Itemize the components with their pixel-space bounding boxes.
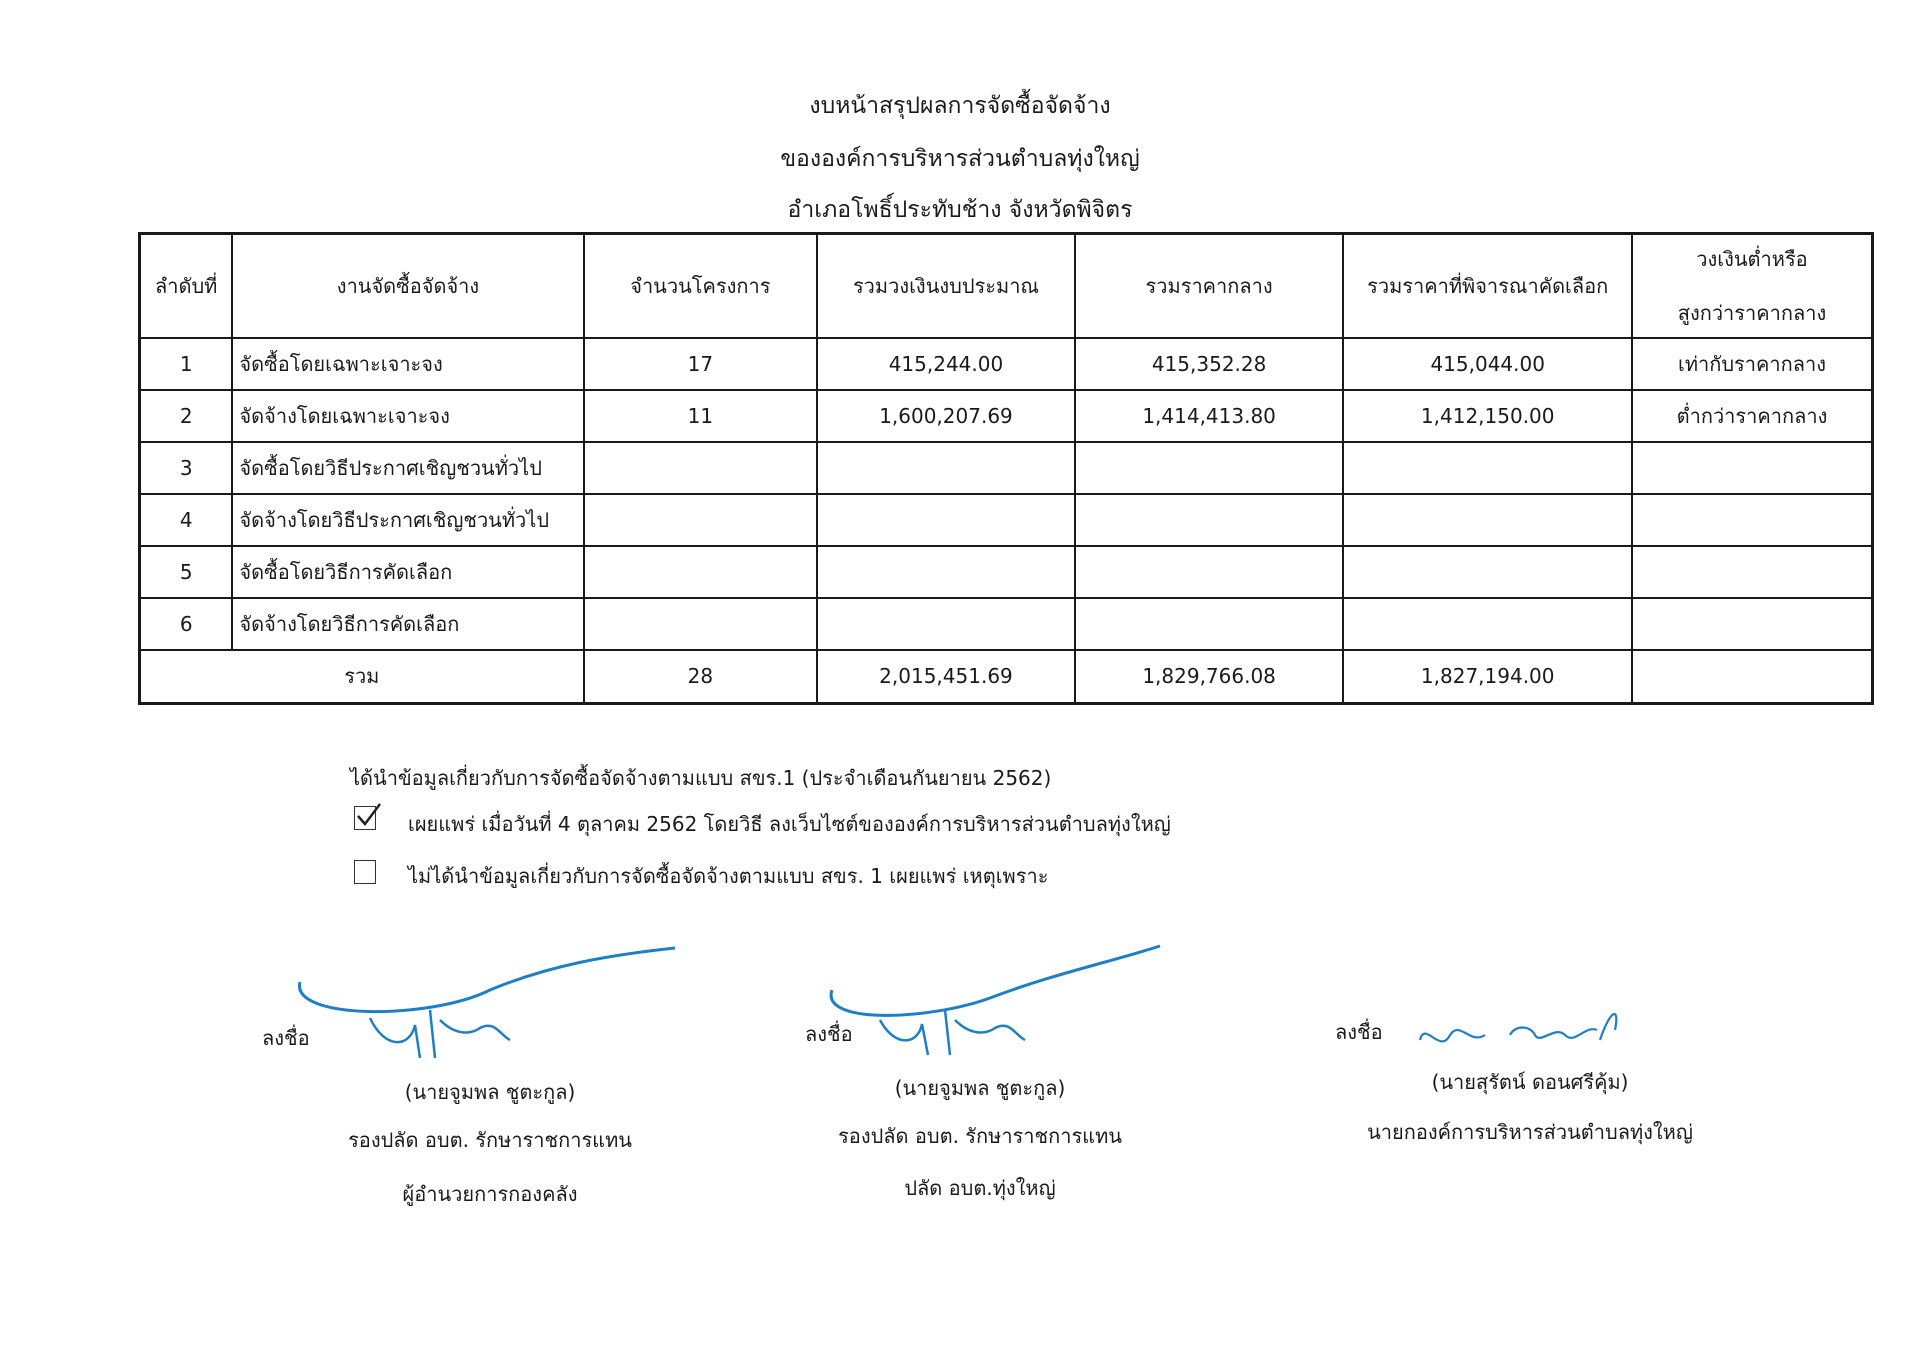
total-median: 1,829,766.08	[1075, 650, 1344, 704]
col-header-budget: รวมวงเงินงบประมาณ	[817, 234, 1075, 338]
cell-median: 415,352.28	[1075, 338, 1344, 390]
total-selected: 1,827,194.00	[1343, 650, 1632, 704]
cell-selected	[1343, 598, 1632, 650]
signature-1-position-2: ผู้อำนวยการกองคลัง	[402, 1182, 578, 1206]
signature-3-position: นายกองค์การบริหารส่วนตำบลทุ่งใหญ่	[1367, 1120, 1693, 1144]
cell-median	[1075, 442, 1344, 494]
col-header-compare	[1632, 234, 1873, 338]
signature-2-label: ลงชื่อ	[805, 1022, 853, 1046]
col-header-work: งานจัดซื้อจัดจ้าง	[232, 234, 583, 338]
not-published-checkbox[interactable]	[354, 860, 376, 884]
cell-median	[1075, 598, 1344, 650]
cell-compare	[1632, 598, 1873, 650]
signature-1-handwriting	[290, 940, 690, 1070]
col-header-compare-line1: วงเงินต่ำหรือ	[1696, 246, 1808, 271]
title-line-1: งบหน้าสรุปผลการจัดซื้อจัดจ้าง	[809, 93, 1111, 119]
col-header-median: รวมราคากลาง	[1075, 234, 1344, 338]
col-header-selected: รวมราคาที่พิจารณาคัดเลือก	[1343, 234, 1632, 338]
col-header-projects: จำนวนโครงการ	[584, 234, 818, 338]
cell-work: จัดซื้อโดยวิธีประกาศเชิญชวนทั่วไป	[232, 442, 583, 494]
signature-1-name: (นายจูมพล ชูตะกูล)	[404, 1080, 576, 1104]
table-row	[140, 390, 1873, 442]
cell-work: จัดซื้อโดยเฉพาะเจาะจง	[232, 338, 583, 390]
cell-selected	[1343, 442, 1632, 494]
cell-selected: 415,044.00	[1343, 338, 1632, 390]
table-row	[140, 598, 1873, 650]
cell-selected: 1,412,150.00	[1343, 390, 1632, 442]
cell-work: จัดจ้างโดยเฉพาะเจาะจง	[232, 390, 583, 442]
procurement-summary-table	[138, 232, 1874, 705]
signature-2-position: รองปลัด อบต. รักษาราชการแทน	[838, 1124, 1122, 1148]
signature-3-handwriting	[1415, 1000, 1635, 1070]
col-header-compare-line2: สูงกว่าราคากลาง	[1677, 300, 1827, 325]
signature-1-position: รองปลัด อบต. รักษาราชการแทน	[348, 1128, 632, 1152]
signature-2-name: (นายจูมพล ชูตะกูล)	[894, 1076, 1066, 1100]
cell-no: 1	[140, 338, 233, 390]
cell-work: จัดจ้างโดยวิธีการคัดเลือก	[232, 598, 583, 650]
total-projects: 28	[584, 650, 818, 704]
cell-budget	[817, 442, 1075, 494]
cell-work: จัดซื้อโดยวิธีการคัดเลือก	[232, 546, 583, 598]
col-header-no: ลำดับที่	[140, 234, 233, 338]
cell-compare: ต่ำกว่าราคากลาง	[1632, 390, 1873, 442]
signature-1-label: ลงชื่อ	[262, 1026, 310, 1050]
cell-no: 4	[140, 494, 233, 546]
cell-budget: 1,600,207.69	[817, 390, 1075, 442]
cell-no: 5	[140, 546, 233, 598]
signature-3-name: (นายสุรัตน์ ดอนศรีคุ้ม)	[1431, 1070, 1629, 1094]
cell-budget: 415,244.00	[817, 338, 1075, 390]
table-row	[140, 338, 1873, 390]
signature-2-handwriting	[820, 940, 1180, 1065]
total-compare	[1632, 650, 1873, 704]
cell-projects	[584, 598, 818, 650]
not-published-option-label: ไม่ได้นำข้อมูลเกี่ยวกับการจัดซื้อจัดจ้างตามแบบ สขร. 1 เผยแพร่ เหตุเพราะ	[408, 864, 1049, 888]
total-budget: 2,015,451.69	[817, 650, 1075, 704]
cell-no: 2	[140, 390, 233, 442]
cell-budget	[817, 494, 1075, 546]
cell-compare	[1632, 546, 1873, 598]
cell-no: 6	[140, 598, 233, 650]
cell-projects: 17	[584, 338, 818, 390]
table-total-row	[140, 650, 1873, 704]
table-header-row	[140, 234, 1873, 338]
cell-budget	[817, 598, 1075, 650]
cell-budget	[817, 546, 1075, 598]
cell-projects	[584, 546, 818, 598]
published-option-label: เผยแพร่ เมื่อวันที่ 4 ตุลาคม 2562 โดยวิธี ลงเว็บไซต์ขององค์การบริหารส่วนตำบลทุ่งใหญ่	[408, 812, 1171, 836]
cell-projects: 11	[584, 390, 818, 442]
table-row	[140, 494, 1873, 546]
table-row	[140, 442, 1873, 494]
cell-selected	[1343, 494, 1632, 546]
total-label: รวม	[140, 650, 584, 704]
cell-median: 1,414,413.80	[1075, 390, 1344, 442]
cell-compare: เท่ากับราคากลาง	[1632, 338, 1873, 390]
cell-selected	[1343, 546, 1632, 598]
title-line-3: อำเภอโพธิ์ประทับช้าง จังหวัดพิจิตร	[787, 197, 1133, 223]
cell-work: จัดจ้างโดยวิธีประกาศเชิญชวนทั่วไป	[232, 494, 583, 546]
cell-projects	[584, 442, 818, 494]
table-row	[140, 546, 1873, 598]
cell-median	[1075, 494, 1344, 546]
cell-compare	[1632, 494, 1873, 546]
cell-projects	[584, 494, 818, 546]
checkmark-icon	[353, 801, 383, 831]
published-checkbox[interactable]	[354, 806, 376, 830]
cell-compare	[1632, 442, 1873, 494]
title-line-2: ขององค์การบริหารส่วนตำบลทุ่งใหญ่	[780, 146, 1140, 172]
cell-no: 3	[140, 442, 233, 494]
cell-median	[1075, 546, 1344, 598]
signature-2-position-2: ปลัด อบต.ทุ่งใหญ่	[904, 1176, 1056, 1200]
publication-statement: ได้นำข้อมูลเกี่ยวกับการจัดซื้อจัดจ้างตามแบบ สขร.1 (ประจำเดือนกันยายน 2562)	[350, 766, 1052, 790]
signature-3-label: ลงชื่อ	[1335, 1020, 1383, 1044]
